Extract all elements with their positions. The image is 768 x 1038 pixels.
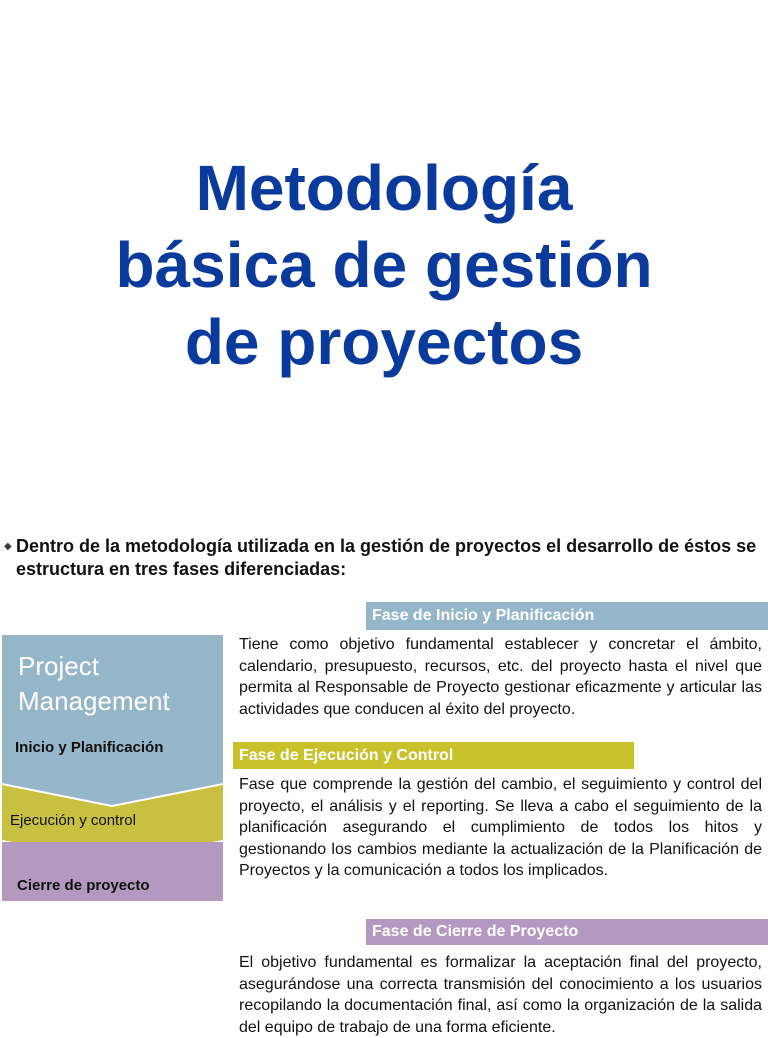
project-management-diagram [2,635,223,901]
phase-inicio-text: Tiene como objetivo fundamental establecer y concretar el ámbito, calendario, presupuesto, recursos, etc. del proyecto hasta el nivel que permita al Responsable de Proyecto gestionar eficazmente y articular las actividades que conducen al éxito del proyecto. [239,636,762,718]
diagram-title [18,649,170,719]
diagram-ejecucion-label: Ejecución y control [10,812,136,829]
phase-inicio-header: Fase de Inicio y Planificación [366,602,768,630]
diagram-title-line-1: Project [18,651,99,681]
diagram-cierre-label: Cierre de proyecto [17,877,150,894]
intro-paragraph: Dentro de la metodología utilizada en la gestión de proyectos el desarrollo de éstos se estructura en tres fases diferenciadas: [16,536,757,579]
page-title [0,150,768,381]
title-line-3: de proyectos [184,306,584,378]
phase-cierre-header: Fase de Cierre de Proyecto [366,919,768,945]
phase-ejecucion-text: Fase que comprende la gestión del cambio, el seguimiento y control del proyecto, el análisis y el reporting. Se lleva a cabo el seguimiento de la planificación asegurando el cumplimiento de todos los hitos y gestionando los cambios mediante la actualización de la Planificación de Proyectos y la comunicación a todos los implicados. [239,776,762,879]
diagram-title-line-2: Management [18,686,170,716]
diagram-inicio-label: Inicio y Planificación [15,739,164,756]
bullet-diamond-icon: ◆ [4,541,12,552]
phase-ejecucion-header: Fase de Ejecución y Control [233,742,634,769]
title-line-2: básica de gestión [115,229,653,301]
title-line-1: Metodología [195,152,573,224]
phase-cierre-text: El objetivo fundamental es formalizar la aceptación final del proyecto, asegurándose una correcta transmisión del conocimiento a los usuarios recopilando la documentación final, así como la organización de la salida del equipo de trabajo de una forma eficiente. [239,954,762,1036]
